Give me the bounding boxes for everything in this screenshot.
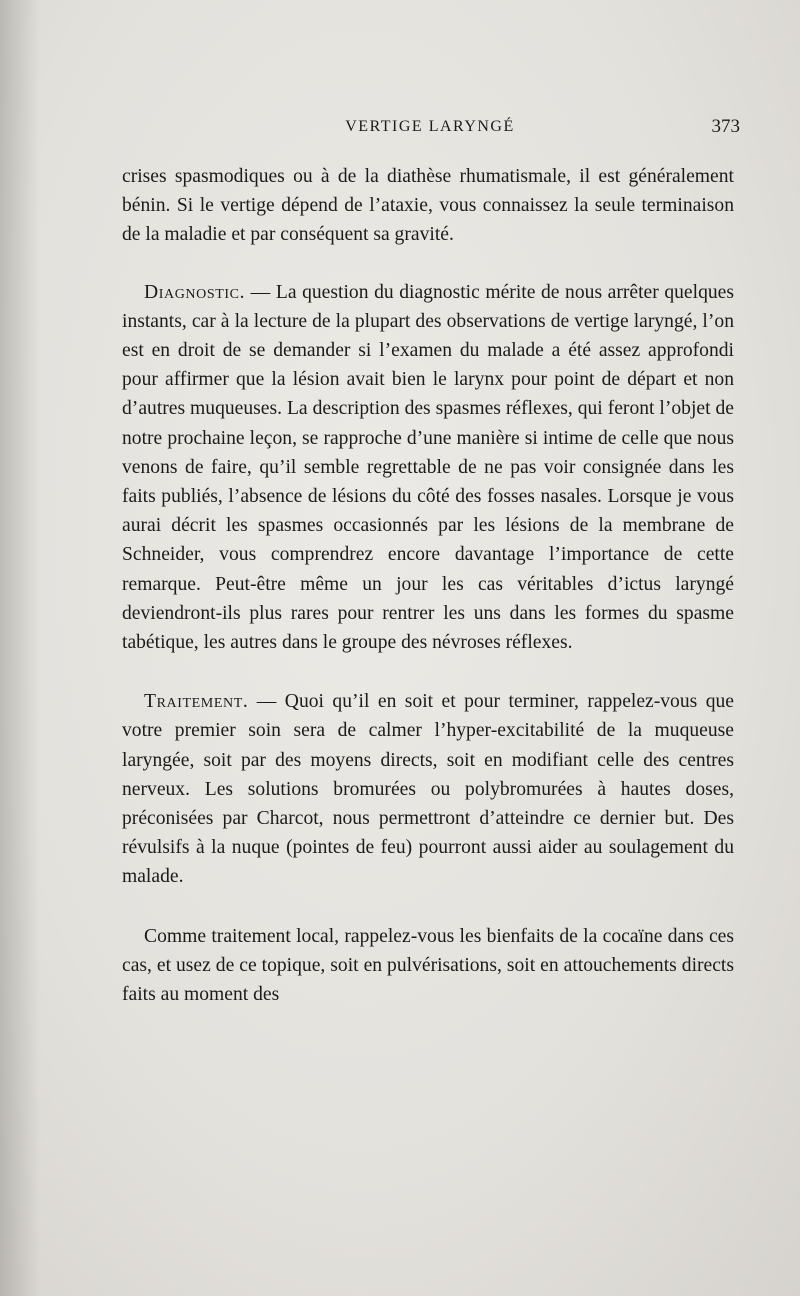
- paragraph-traitement: [122, 687, 734, 891]
- section-label-diagnostic: Diagnostic.: [144, 281, 246, 303]
- paragraph-intro: crises spasmodiques ou à de la diathèse rhumatismale, il est généralement bénin. Si le vertige dépend de l’ataxie, vous connaissez la seule terminaison de la maladie et par conséquent sa gravité.: [122, 166, 734, 246]
- paragraph-local-treatment: Comme traitement local, rappelez-vous les bienfaits de la cocaïne dans ces cas, et usez de ce topique, soit en pulvérisations, soit en attouchements directs faits au moment des: [122, 925, 734, 1006]
- page-header: [120, 114, 740, 142]
- traitement-text: — Quoi qu’il en soit et pour terminer, rappelez-vous que votre premier soin sera de calmer l’hyper-excitabilité de la muqueuse laryngée, soit par des moyens directs, soit en modifiant celle des centres nerveux. Les solutions bromurées ou polybromurées à hautes doses, préconisées par Charcot, nous permettront d’atteindre ce dernier but. Des révulsifs à la nuque (pointes de feu) pourront aussi aider au soulagement du malade.: [122, 691, 734, 888]
- body-text: [122, 162, 734, 1009]
- running-title: VERTIGE LARYNGÉ: [345, 118, 515, 135]
- paragraph-diagnostic: [122, 278, 734, 658]
- section-label-traitement: Traitement.: [144, 691, 249, 713]
- page-number: 373: [711, 116, 740, 137]
- page-spine-shadow: [0, 0, 40, 1296]
- diagnostic-text: — La question du diagnostic mérite de nous arrêter quelques instants, car à la lecture de la plupart des observations de vertige laryngé, l’on est en droit de se demander si l’examen du malade a été assez approfondi pour affirmer que la lésion avait bien le larynx pour point de départ et non d’autres muqueuses. La description des spasmes réflexes, qui feront l’objet de notre prochaine leçon, se rapproche d’une manière si intime de celle que nous venons de faire, qu’il semble regrettable de ne pas voir consignée dans les faits publiés, l’absence de lésions du côté des fosses nasales. Lorsque je vous aurai décrit les spasmes occasionnés par les lésions de la membrane de Schneider, vous comprendrez encore davantage l’importance de cette remarque. Peut-être même un jour les cas véritables d’ictus laryngé deviendront-ils plus rares pour rentrer les uns dans les formes du spasme tabétique, les autres dans le groupe des névroses réflexes.: [122, 281, 734, 654]
